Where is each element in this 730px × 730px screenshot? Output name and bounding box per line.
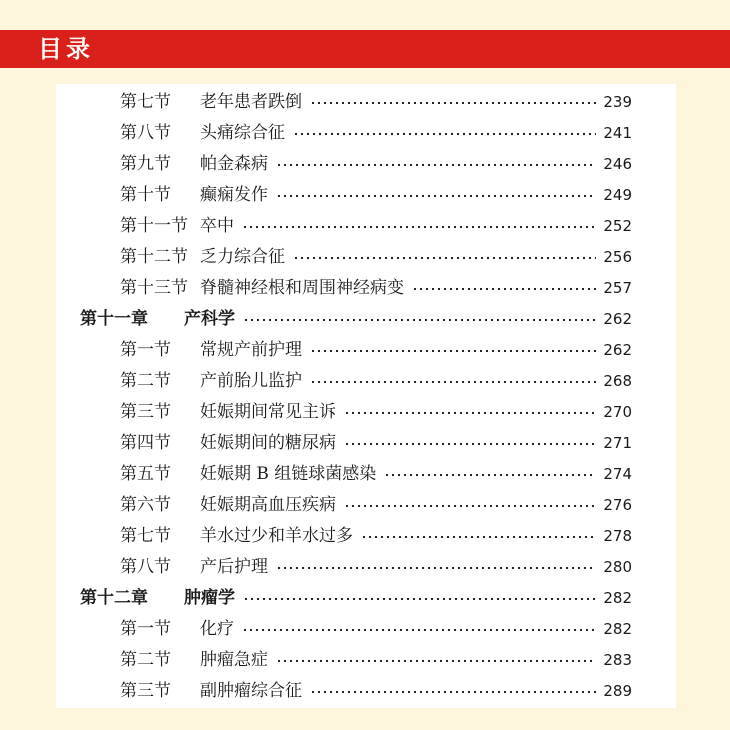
toc-entry-title: 常规产前护理: [200, 340, 302, 360]
toc-entry-number: 第八节: [120, 123, 171, 143]
toc-entry-title: 妊娠期间常见主诉: [200, 402, 336, 422]
dot-leader: [243, 597, 596, 601]
toc-entry-page: 276: [603, 496, 632, 514]
toc-entry-title: 产后护理: [200, 557, 268, 577]
toc-entry-number: 第十二章: [80, 588, 148, 608]
toc-entry-number: 第七节: [120, 526, 171, 546]
toc-entry-number: 第七节: [120, 92, 171, 112]
toc-section-entry[interactable]: [120, 211, 632, 241]
toc-section-entry[interactable]: [120, 428, 632, 458]
toc-entry-number: 第四节: [120, 433, 171, 453]
toc-section-entry[interactable]: [120, 521, 632, 551]
toc-entry-page: 282: [603, 620, 632, 638]
toc-entry-number: 第六节: [120, 495, 171, 515]
toc-section-entry[interactable]: [120, 459, 632, 489]
dot-leader: [361, 535, 596, 539]
dot-leader: [344, 504, 596, 508]
toc-entry-page: 283: [603, 651, 632, 669]
dot-leader: [344, 442, 596, 446]
toc-section-entry[interactable]: [120, 180, 632, 210]
toc-entry-page: 256: [603, 248, 632, 266]
toc-entry-title: 老年患者跌倒: [200, 92, 302, 112]
toc-entry-page: 282: [603, 589, 632, 607]
dot-leader: [276, 659, 596, 663]
toc-entry-number: 第十一节: [120, 216, 188, 236]
dot-leader: [293, 256, 596, 260]
dot-leader: [384, 473, 596, 477]
toc-entry-page: 271: [603, 434, 632, 452]
toc-entry-title: 产科学: [184, 309, 235, 329]
toc-entry-title: 妊娠期间的糖尿病: [200, 433, 336, 453]
toc-entry-title: 产前胎儿监护: [200, 371, 302, 391]
toc-entry-page: 262: [603, 310, 632, 328]
toc-entry-title: 卒中: [200, 216, 234, 236]
toc-entry-number: 第一节: [120, 619, 171, 639]
toc-section-entry[interactable]: [120, 273, 632, 303]
toc-entry-number: 第二节: [120, 371, 171, 391]
toc-entry-title: 帕金森病: [200, 154, 268, 174]
dot-leader: [310, 380, 596, 384]
toc-entry-page: 257: [603, 279, 632, 297]
dot-leader: [310, 101, 596, 105]
toc-entry-title: 化疗: [200, 619, 234, 639]
toc-entry-number: 第二节: [120, 650, 171, 670]
toc-entry-page: 252: [603, 217, 632, 235]
toc-entry-title: 羊水过少和羊水过多: [200, 526, 353, 546]
toc-section-entry[interactable]: [120, 366, 632, 396]
toc-entry-number: 第九节: [120, 154, 171, 174]
toc-section-entry[interactable]: [120, 490, 632, 520]
toc-chapter-entry[interactable]: [80, 304, 632, 334]
toc-entry-page: 280: [603, 558, 632, 576]
dot-leader: [276, 163, 596, 167]
toc-section-entry[interactable]: [120, 676, 632, 706]
toc-entry-number: 第十节: [120, 185, 171, 205]
toc-entry-title: 妊娠期 B 组链球菌感染: [200, 464, 377, 484]
toc-chapter-entry[interactable]: [80, 583, 632, 613]
toc-section-entry[interactable]: [120, 242, 632, 272]
toc-entry-number: 第十一章: [80, 309, 148, 329]
toc-entry-page: 246: [603, 155, 632, 173]
toc-section-entry[interactable]: [120, 335, 632, 365]
toc-entry-number: 第八节: [120, 557, 171, 577]
toc-entry-number: 第十二节: [120, 247, 188, 267]
toc-entry-title: 副肿瘤综合征: [200, 681, 302, 701]
toc-entry-title: 脊髓神经根和周围神经病变: [200, 278, 404, 298]
toc-entry-title: 肿瘤急症: [200, 650, 268, 670]
dot-leader: [243, 318, 596, 322]
toc-entry-page: 239: [603, 93, 632, 111]
dot-leader: [242, 628, 596, 632]
toc-entry-page: 249: [603, 186, 632, 204]
toc-section-entry[interactable]: [120, 614, 632, 644]
toc-entry-title: 头痛综合征: [200, 123, 285, 143]
toc-entry-title: 妊娠期高血压疾病: [200, 495, 336, 515]
toc-entry-number: 第一节: [120, 340, 171, 360]
toc-entry-title: 癫痫发作: [200, 185, 268, 205]
toc-entry-page: 270: [603, 403, 632, 421]
toc-entry-page: 274: [603, 465, 632, 483]
page-title: 目录: [38, 35, 94, 63]
toc-section-entry[interactable]: [120, 645, 632, 675]
toc-section-entry[interactable]: [120, 149, 632, 179]
dot-leader: [293, 132, 596, 136]
toc-section-entry[interactable]: [120, 397, 632, 427]
dot-leader: [276, 566, 596, 570]
toc-entry-number: 第五节: [120, 464, 171, 484]
toc-section-entry[interactable]: [120, 87, 632, 117]
toc-entry-title: 乏力综合征: [200, 247, 285, 267]
toc-entry-number: 第十三节: [120, 278, 188, 298]
toc-section-entry[interactable]: [120, 118, 632, 148]
dot-leader: [344, 411, 596, 415]
toc-entry-page: 262: [603, 341, 632, 359]
toc-entry-number: 第三节: [120, 402, 171, 422]
dot-leader: [242, 225, 596, 229]
header-banner: [0, 30, 730, 68]
dot-leader: [310, 349, 596, 353]
toc-section-entry[interactable]: [120, 552, 632, 582]
toc-entry-page: 241: [603, 124, 632, 142]
dot-leader: [276, 194, 596, 198]
toc-entry-page: 268: [603, 372, 632, 390]
toc-entry-title: 肿瘤学: [184, 588, 235, 608]
toc-entry-page: 278: [603, 527, 632, 545]
dot-leader: [412, 287, 596, 291]
dot-leader: [310, 690, 596, 694]
toc-entry-number: 第三节: [120, 681, 171, 701]
toc-entry-page: 289: [603, 682, 632, 700]
